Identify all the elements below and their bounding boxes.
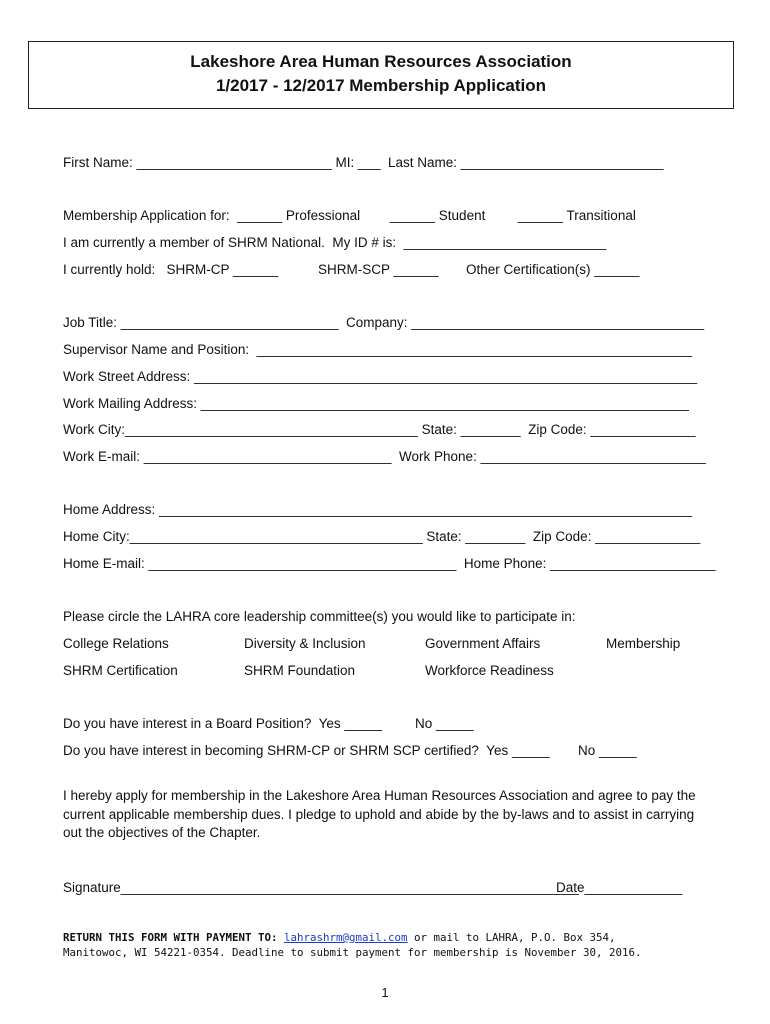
signature-line[interactable]: Signature_____________________________________________________________: [63, 880, 579, 895]
work-mailing-line[interactable]: Work Mailing Address: _________________________________________________________________: [63, 396, 689, 411]
shrm-id-line[interactable]: I am currently a member of SHRM National. My ID # is: ___________________________: [63, 235, 607, 250]
committee-government-affairs[interactable]: Government Affairs: [425, 636, 541, 651]
home-city-line[interactable]: Home City:_______________________________________ State: ________ Zip Code: ______________: [63, 529, 701, 544]
home-email-line[interactable]: Home E-mail: _________________________________________ Home Phone: ______________________: [63, 556, 716, 571]
job-company-line[interactable]: Job Title: _____________________________ Company: _______________________________________: [63, 315, 705, 330]
mail-address: or mail to LAHRA, P.O. Box 354,: [407, 931, 616, 944]
name-line[interactable]: First Name: __________________________ MI: ___ Last Name: ___________________________: [63, 155, 664, 170]
home-address-line[interactable]: Home Address: _______________________________________________________________________: [63, 502, 693, 517]
cert-no[interactable]: No _____: [578, 743, 637, 758]
committee-membership[interactable]: Membership: [606, 636, 681, 651]
membership-transitional[interactable]: ______ Transitional: [518, 208, 636, 223]
membership-professional[interactable]: Membership Application for: ______ Professional: [63, 208, 361, 223]
page-number: 1: [381, 985, 389, 1000]
footer-line-1: [63, 930, 713, 945]
footer-line-2: Manitowoc, WI 54221-0354. Deadline to submit payment for membership is November 30, 2016.: [63, 946, 642, 959]
work-street-line[interactable]: Work Street Address: ___________________________________________________________________: [63, 369, 698, 384]
work-email-line[interactable]: Work E-mail: _________________________________ Work Phone: ______________________________: [63, 449, 706, 464]
org-name: Lakeshore Area Human Resources Association: [190, 52, 572, 71]
form-title: 1/2017 - 12/2017 Membership Application: [215, 76, 547, 95]
committee-prompt: Please circle the LAHRA core leadership committee(s) you would like to participate in:: [63, 609, 576, 624]
return-label: RETURN THIS FORM WITH PAYMENT TO:: [63, 931, 278, 944]
email-link[interactable]: lahrashrm@gmail.com: [284, 931, 408, 944]
board-no[interactable]: No _____: [415, 716, 474, 731]
footer-instructions: [63, 930, 713, 960]
hold-other-cert[interactable]: Other Certification(s) ______: [466, 262, 640, 277]
header-box: [28, 41, 734, 109]
agreement-text: I hereby apply for membership in the Lakeshore Area Human Resources Association and agree to pay the current applicable membership dues. I pledge to uphold and abide by the by-laws and to assist in carrying out the objectives of the Chapter.: [63, 788, 696, 840]
committee-workforce-readiness[interactable]: Workforce Readiness: [425, 663, 554, 678]
board-question[interactable]: Do you have interest in a Board Position? Yes _____: [63, 716, 382, 731]
cert-question[interactable]: Do you have interest in becoming SHRM-CP or SHRM SCP certified? Yes _____: [63, 743, 550, 758]
membership-student[interactable]: ______ Student: [390, 208, 486, 223]
hold-shrm-cp[interactable]: I currently hold: SHRM-CP ______: [63, 262, 279, 277]
work-city-line[interactable]: Work City:_______________________________________ State: ________ Zip Code: ______________: [63, 422, 696, 437]
date-line[interactable]: Date_____________: [556, 880, 683, 895]
hold-shrm-scp[interactable]: SHRM-SCP ______: [318, 262, 439, 277]
committee-shrm-certification[interactable]: SHRM Certification: [63, 663, 178, 678]
committee-diversity-inclusion[interactable]: Diversity & Inclusion: [244, 636, 366, 651]
committee-college-relations[interactable]: College Relations: [63, 636, 169, 651]
committee-shrm-foundation[interactable]: SHRM Foundation: [244, 663, 356, 678]
supervisor-line[interactable]: Supervisor Name and Position: __________________________________________________________: [63, 342, 693, 357]
